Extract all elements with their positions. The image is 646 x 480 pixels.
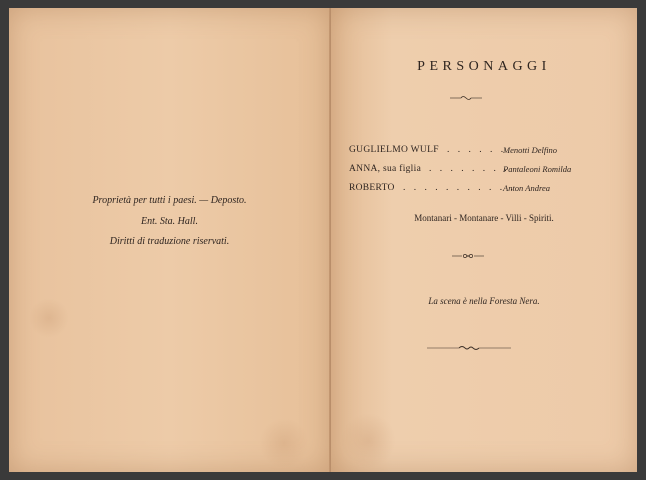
- paper-stain: [259, 418, 309, 468]
- cast-role: ROBERTO: [349, 183, 395, 193]
- cast-row: [349, 160, 589, 179]
- paper-stain: [29, 298, 69, 338]
- left-page: [9, 8, 330, 472]
- cast-role: GUGLIELMO WULF: [349, 145, 439, 155]
- cast-actor: Pantaleoni Romilda: [503, 164, 572, 174]
- copyright-line: Proprietà per tutti i paesi. — Deposto.: [92, 195, 247, 206]
- paper-stain: [341, 413, 396, 468]
- ornament-divider-icon: [449, 94, 483, 102]
- setting-line: La scena è nella Foresta Nera.: [428, 296, 540, 306]
- cast-list: [349, 141, 589, 198]
- page-title: PERSONAGGI: [417, 59, 551, 74]
- ornament-divider-icon: [451, 251, 485, 261]
- copyright-line: Ent. Sta. Hall.: [141, 215, 198, 227]
- cast-leader-dots: . . . . . .: [447, 145, 507, 155]
- cast-role: ANNA, sua figlia: [349, 164, 422, 174]
- cast-leader-dots: . . . . . . . . . . .: [403, 183, 516, 193]
- right-page: [331, 8, 637, 472]
- ornament-divider-icon: [426, 344, 512, 352]
- chorus-line: Montanari - Montanare - Villi - Spiriti.: [414, 213, 554, 223]
- cast-actor: Anton Andrea: [503, 183, 550, 193]
- copyright-notice: [9, 191, 330, 253]
- cast-leader-dots: . . . . . . . .: [429, 164, 510, 174]
- copyright-line: Diritti di traduzione riservati.: [109, 236, 230, 247]
- cast-row: [349, 179, 589, 198]
- cast-actor: Menotti Delfino: [503, 145, 558, 155]
- cast-row: [349, 141, 589, 160]
